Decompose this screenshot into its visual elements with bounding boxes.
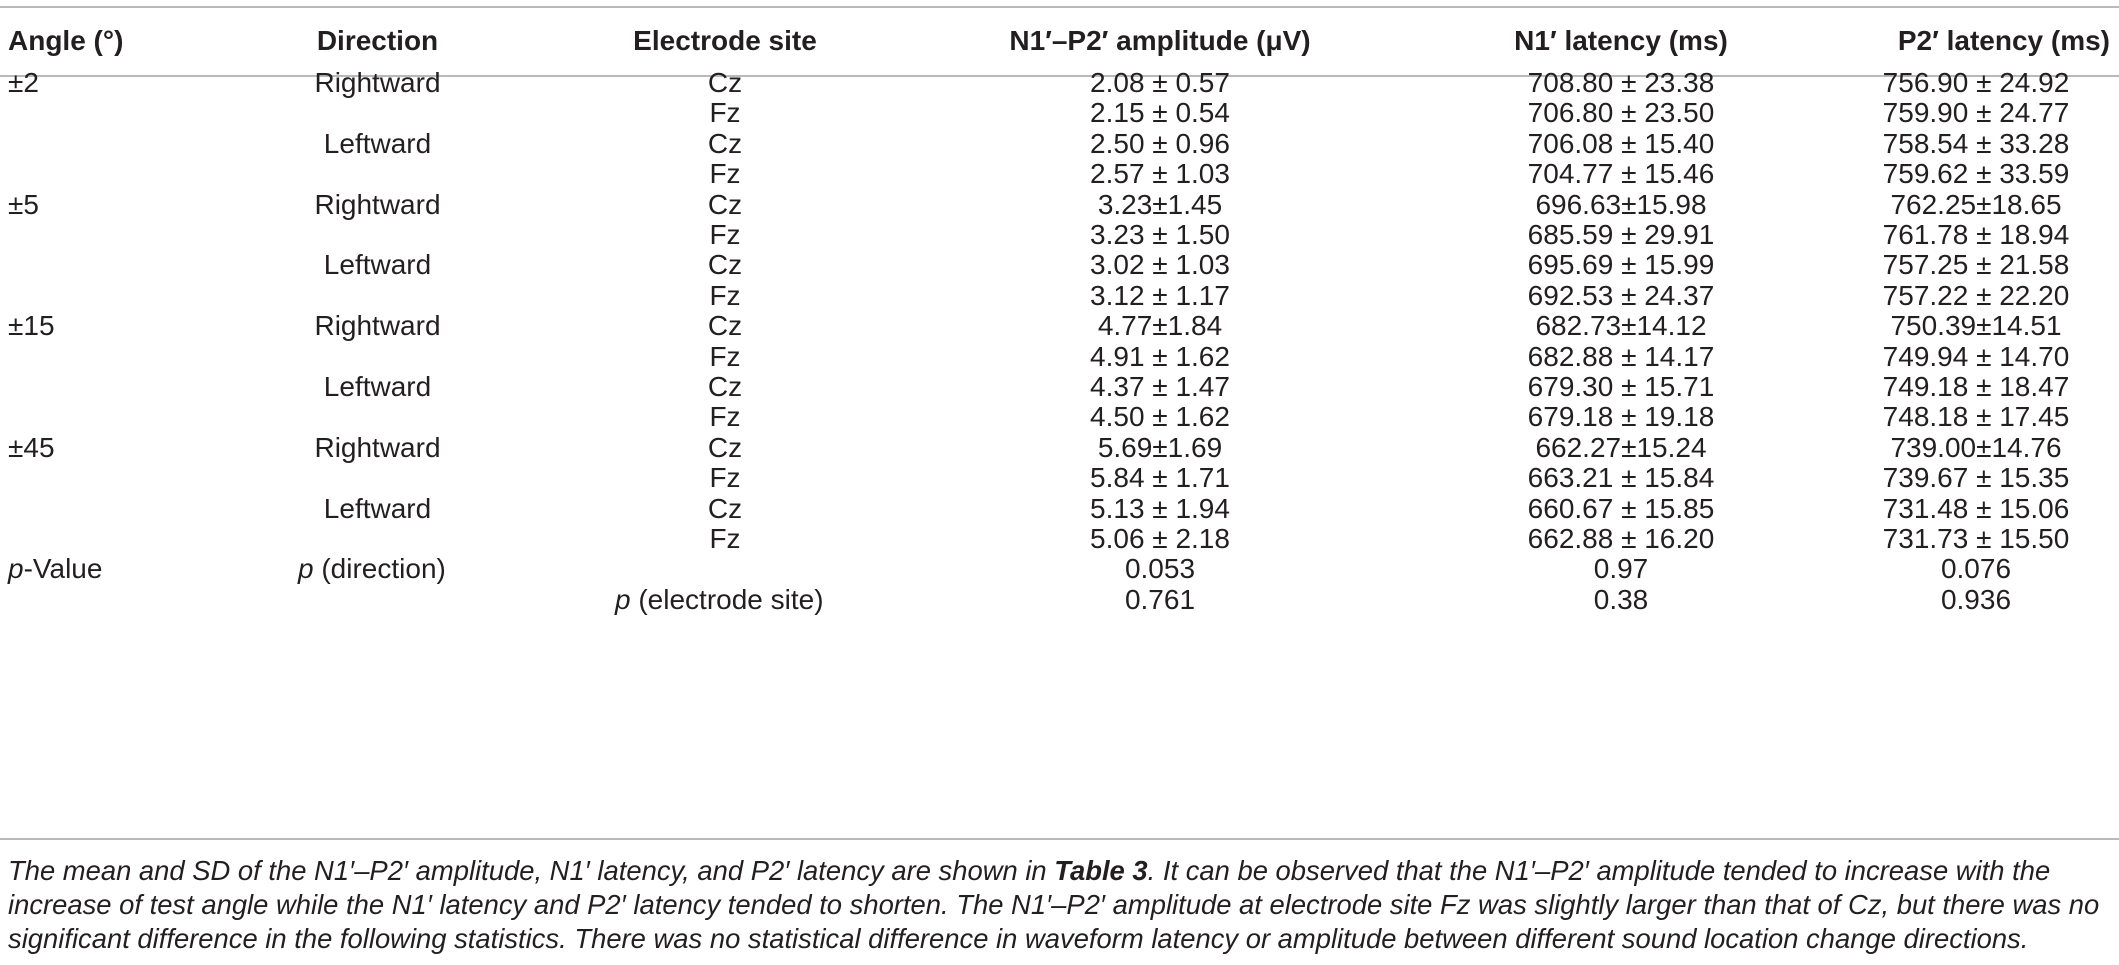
cell-amplitude: 4.77±1.84 — [1097, 310, 1223, 342]
cell-pvalue-n1-latency: 0.97 — [1593, 553, 1649, 585]
cell-direction: Leftward — [323, 127, 432, 159]
header-amplitude: N1′–P2′ amplitude (μV) — [1009, 25, 1311, 56]
cell-electrode-site: Fz — [709, 462, 741, 494]
cell-electrode-site: Fz — [709, 158, 741, 190]
cell-amplitude: 2.15 ± 0.54 — [1090, 97, 1230, 129]
cell-amplitude: 4.91 ± 1.62 — [1090, 340, 1230, 372]
header-n1-latency: N1′ latency (ms) — [1514, 25, 1728, 56]
cell-p2-latency: 759.90 ± 24.77 — [1882, 97, 2070, 129]
cell-p2-latency: 757.22 ± 22.20 — [1882, 279, 2070, 311]
cell-amplitude: 3.23±1.45 — [1097, 188, 1223, 220]
cell-pvalue-amplitude: 0.761 — [1124, 583, 1196, 615]
cell-electrode-site: Fz — [709, 401, 741, 433]
cell-amplitude: 3.23 ± 1.50 — [1090, 219, 1230, 250]
cell-n1-latency: 706.08 ± 15.40 — [1527, 127, 1715, 159]
cell-n1-latency: 706.80 ± 23.50 — [1527, 97, 1715, 129]
cell-p2-latency: 749.94 ± 14.70 — [1882, 340, 2070, 372]
cell-amplitude: 2.08 ± 0.57 — [1090, 67, 1230, 98]
cell-electrode-site: Cz — [707, 371, 743, 402]
cell-direction: Rightward — [314, 431, 441, 463]
caption-text-start: The mean and SD of the N1′–P2′ amplitude, N1′ latency, and P2′ latency are shown in — [8, 855, 1055, 886]
pvalue-sub-p: p — [615, 583, 631, 615]
cell-n1-latency: 662.88 ± 16.20 — [1527, 523, 1715, 554]
cell-n1-latency: 679.18 ± 19.18 — [1527, 401, 1715, 433]
cell-pvalue-amplitude: 0.053 — [1124, 553, 1196, 585]
cell-amplitude: 5.84 ± 1.71 — [1090, 462, 1230, 494]
cell-pvalue-p2-latency: 0.936 — [1940, 583, 2012, 615]
cell-electrode-site: Cz — [707, 127, 743, 159]
cell-n1-latency: 662.27±15.24 — [1535, 431, 1707, 463]
cell-p2-latency: 758.54 ± 33.28 — [1882, 127, 2070, 159]
cell-p2-latency: 761.78 ± 18.94 — [1882, 219, 2070, 250]
cell-n1-latency: 692.53 ± 24.37 — [1527, 279, 1715, 311]
cell-electrode-site: Cz — [707, 249, 743, 281]
header-angle: Angle (°) — [8, 25, 124, 56]
table-reference-link: Table 3 — [1054, 855, 1148, 886]
header-direction: Direction — [316, 25, 439, 56]
cell-electrode-site: Cz — [707, 188, 743, 220]
pvalue-electrode-site-label — [615, 583, 824, 617]
cell-amplitude: 3.12 ± 1.17 — [1090, 279, 1230, 311]
cell-n1-latency: 696.63±15.98 — [1535, 188, 1707, 220]
pvalue-sub-rest: (direction) — [313, 553, 446, 585]
cell-n1-latency: 682.73±14.12 — [1535, 310, 1707, 342]
cell-p2-latency: 748.18 ± 17.45 — [1882, 401, 2070, 433]
cell-amplitude: 5.06 ± 2.18 — [1090, 523, 1230, 554]
cell-amplitude: 4.50 ± 1.62 — [1090, 401, 1230, 433]
cell-electrode-site: Fz — [709, 279, 741, 311]
cell-n1-latency: 704.77 ± 15.46 — [1527, 158, 1715, 190]
cell-electrode-site: Fz — [709, 340, 741, 372]
cell-electrode-site: Cz — [707, 310, 743, 342]
cell-p2-latency: 756.90 ± 24.92 — [1882, 67, 2070, 98]
caption-paragraph — [8, 854, 2113, 956]
cell-p2-latency: 731.48 ± 15.06 — [1882, 492, 2070, 524]
pvalue-label — [8, 552, 102, 586]
cell-pvalue-p2-latency: 0.076 — [1940, 553, 2012, 585]
cell-n1-latency: 679.30 ± 15.71 — [1527, 371, 1715, 402]
cell-electrode-site: Fz — [709, 97, 741, 129]
cell-n1-latency: 682.88 ± 14.17 — [1527, 340, 1715, 372]
table-top-rule — [0, 6, 2119, 8]
cell-amplitude: 4.37 ± 1.47 — [1090, 371, 1230, 402]
cell-direction: Rightward — [314, 188, 441, 220]
header-electrode-site: Electrode site — [633, 25, 817, 56]
cell-amplitude: 3.02 ± 1.03 — [1090, 249, 1230, 281]
pvalue-sub-p: p — [298, 553, 314, 585]
cell-p2-latency: 759.62 ± 33.59 — [1882, 158, 2070, 190]
cell-angle: ±5 — [8, 188, 39, 220]
cell-p2-latency: 757.25 ± 21.58 — [1882, 249, 2070, 281]
cell-n1-latency: 685.59 ± 29.91 — [1527, 219, 1715, 250]
pvalue-direction-label — [298, 552, 446, 586]
cell-p2-latency: 750.39±14.51 — [1890, 310, 2062, 342]
cell-electrode-site: Cz — [707, 492, 743, 524]
cell-amplitude: 2.57 ± 1.03 — [1090, 158, 1230, 190]
cell-p2-latency: 762.25±18.65 — [1890, 188, 2062, 220]
cell-p2-latency: 739.00±14.76 — [1890, 431, 2062, 463]
cell-electrode-site: Fz — [709, 523, 741, 554]
cell-direction: Leftward — [323, 371, 432, 402]
header-p2-latency: P2′ latency (ms) — [1897, 25, 2110, 56]
cell-direction: Rightward — [314, 310, 441, 342]
cell-n1-latency: 708.80 ± 23.38 — [1527, 67, 1715, 98]
cell-electrode-site: Cz — [707, 67, 743, 98]
cell-direction: Leftward — [323, 492, 432, 524]
cell-p2-latency: 739.67 ± 15.35 — [1882, 462, 2070, 494]
cell-angle: ±2 — [8, 67, 39, 98]
cell-p2-latency: 731.73 ± 15.50 — [1882, 523, 2070, 554]
cell-angle: ±15 — [8, 310, 55, 342]
pvalue-label-p: p — [8, 553, 24, 585]
cell-n1-latency: 660.67 ± 15.85 — [1527, 492, 1715, 524]
cell-amplitude: 5.13 ± 1.94 — [1090, 492, 1230, 524]
cell-amplitude: 5.69±1.69 — [1097, 431, 1223, 463]
cell-electrode-site: Cz — [707, 431, 743, 463]
cell-direction: Leftward — [323, 249, 432, 281]
table-bottom-rule — [0, 838, 2119, 840]
cell-amplitude: 2.50 ± 0.96 — [1090, 127, 1230, 159]
cell-direction: Rightward — [314, 67, 441, 98]
pvalue-label-rest: -Value — [23, 553, 103, 585]
caption-text-end: . It can be observed that the N1′–P2′ amplitude tended to increase with the increase of test angle while the N1′ latency and P2′ latency tended to shorten. The N1′–P2′ amplitude at electrode site Fz was slightly larger than that of Cz, but there was no significant difference in the following statistics. There was no statistical difference in waveform latency or amplitude between different sound location change directions. — [8, 855, 2100, 954]
cell-n1-latency: 695.69 ± 15.99 — [1527, 249, 1715, 281]
cell-n1-latency: 663.21 ± 15.84 — [1527, 462, 1715, 494]
cell-p2-latency: 749.18 ± 18.47 — [1882, 371, 2070, 402]
cell-angle: ±45 — [8, 431, 55, 463]
cell-pvalue-n1-latency: 0.38 — [1593, 583, 1649, 615]
pvalue-sub-rest: (electrode site) — [630, 583, 824, 615]
cell-electrode-site: Fz — [709, 219, 741, 250]
